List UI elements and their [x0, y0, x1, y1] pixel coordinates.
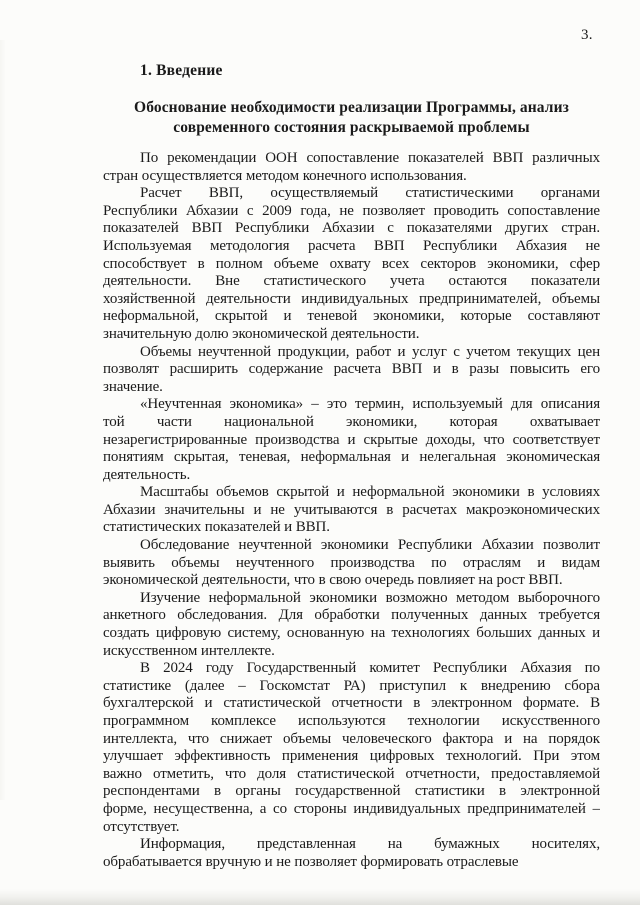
- text-line: статистических показателей и ВВП.: [103, 519, 330, 536]
- paragraph: [103, 590, 600, 660]
- text-line: Абхазии значительны и не учитываются в расчетах макроэкономических: [103, 501, 600, 518]
- text-line: По рекомендации ООН сопоставление показателей ВВП различных: [140, 150, 600, 166]
- body-text: [103, 150, 600, 871]
- text-line: стран осуществляется методом конечного использования.: [103, 167, 467, 184]
- paragraph: [103, 150, 600, 185]
- text-line: позволят расширить содержание расчета ВВП и в разы повысить его: [103, 361, 600, 378]
- text-line: программном комплексе используются технологии искусственного: [103, 713, 600, 729]
- text-line: значение.: [103, 378, 163, 395]
- text-line: неформальной, скрытой и теневой экономики, которые составляют: [103, 308, 600, 325]
- text-line: улучшает эффективность применения цифровых технологий. При этом: [103, 748, 600, 765]
- text-line: бухгалтерской и статистической отчетности в электронном формате. В: [103, 695, 600, 712]
- paragraph: [103, 344, 600, 397]
- paragraph: [103, 537, 600, 590]
- text-line: деятельность.: [103, 466, 191, 483]
- text-line: Объемы неучтенной продукции, работ и услуг с учетом текущих цен: [140, 343, 600, 360]
- text-line: «Неучтенная экономика» – это термин, используемый для описания: [140, 396, 600, 413]
- paragraph: [103, 660, 600, 836]
- text-line: деятельности. Вне статистического учета остаются показатели: [103, 273, 600, 290]
- text-line: Изучение неформальной экономики возможно методом выборочного: [140, 589, 600, 606]
- document-subheading: [103, 98, 600, 138]
- text-line: показателей ВВП Республики Абхазии с показателями других стран.: [103, 220, 600, 237]
- section-heading: 1. Введение: [140, 62, 223, 79]
- paragraph: [103, 836, 600, 871]
- text-line: способствует в полном объеме охвату всех секторов экономики, сфер: [103, 255, 600, 272]
- text-line: статистике (далее – Госкомстат РА) приступил к внедрению сбора: [103, 677, 600, 694]
- text-line: выявить объемы неучтенного производства по отраслям и видам: [103, 554, 600, 571]
- text-line: Республики Абхазии с 2009 года, не позволяет проводить сопоставление: [103, 202, 600, 219]
- text-line: Масштабы объемов скрытой и неформальной экономики в условиях: [140, 484, 600, 501]
- text-line: понятиям скрытая, теневая, неформальная и нелегальная экономическая: [103, 449, 600, 466]
- scan-edge-artifact: [0, 40, 6, 800]
- text-line: Используемая методология расчета ВВП Республики Абхазия не: [103, 237, 600, 254]
- paragraph: [103, 484, 600, 537]
- text-line: важно отметить, что доля статистической отчетности, предоставляемой: [103, 765, 600, 782]
- text-line: Расчет ВВП, осуществляемый статистическими органами: [140, 185, 600, 202]
- text-line: интеллекта, что снижает объемы человеческого фактора и на порядок: [103, 730, 600, 747]
- text-line: Информация, представленная на бумажных носителях,: [140, 836, 600, 853]
- text-line: обрабатывается вручную и не позволяет формировать отраслевые: [103, 853, 519, 870]
- text-line: искусственном интеллекте.: [103, 642, 275, 659]
- text-line: экономической деятельности, что в свою очередь повлияет на рост ВВП.: [103, 572, 563, 589]
- text-line: значительную долю экономической деятельности.: [103, 325, 420, 342]
- text-line: анкетного обследования. Для обработки полученных данных требуется: [103, 607, 600, 624]
- text-line: форме, несущественна, а со стороны индивидуальных предпринимателей –: [103, 800, 600, 817]
- text-line: респондентами в органы государственной статистики в электронной: [103, 783, 600, 800]
- text-line: незарегистрированные производства и скрытые доходы, что соответствует: [103, 431, 600, 448]
- text-line: создать цифровую систему, основанную на технологиях больших данных и: [103, 625, 600, 642]
- text-line: той части национальной экономики, которая охватывает: [103, 413, 600, 430]
- subheading-line: Обоснование необходимости реализации Программы, анализ: [134, 99, 569, 116]
- text-line: отсутствует.: [103, 818, 180, 835]
- paragraph: [103, 396, 600, 484]
- text-line: В 2024 году Государственный комитет Республики Абхазия по: [140, 660, 600, 677]
- subheading-line: современного состояния раскрываемой проблемы: [173, 119, 530, 136]
- text-line: Обследование неучтенной экономики Республики Абхазии позволит: [140, 537, 600, 554]
- page-number: 3.: [581, 27, 593, 43]
- text-line: хозяйственной деятельности индивидуальных предпринимателей, объемы: [103, 290, 600, 307]
- paragraph: [103, 185, 600, 343]
- bottom-scan-shadow: [0, 889, 640, 905]
